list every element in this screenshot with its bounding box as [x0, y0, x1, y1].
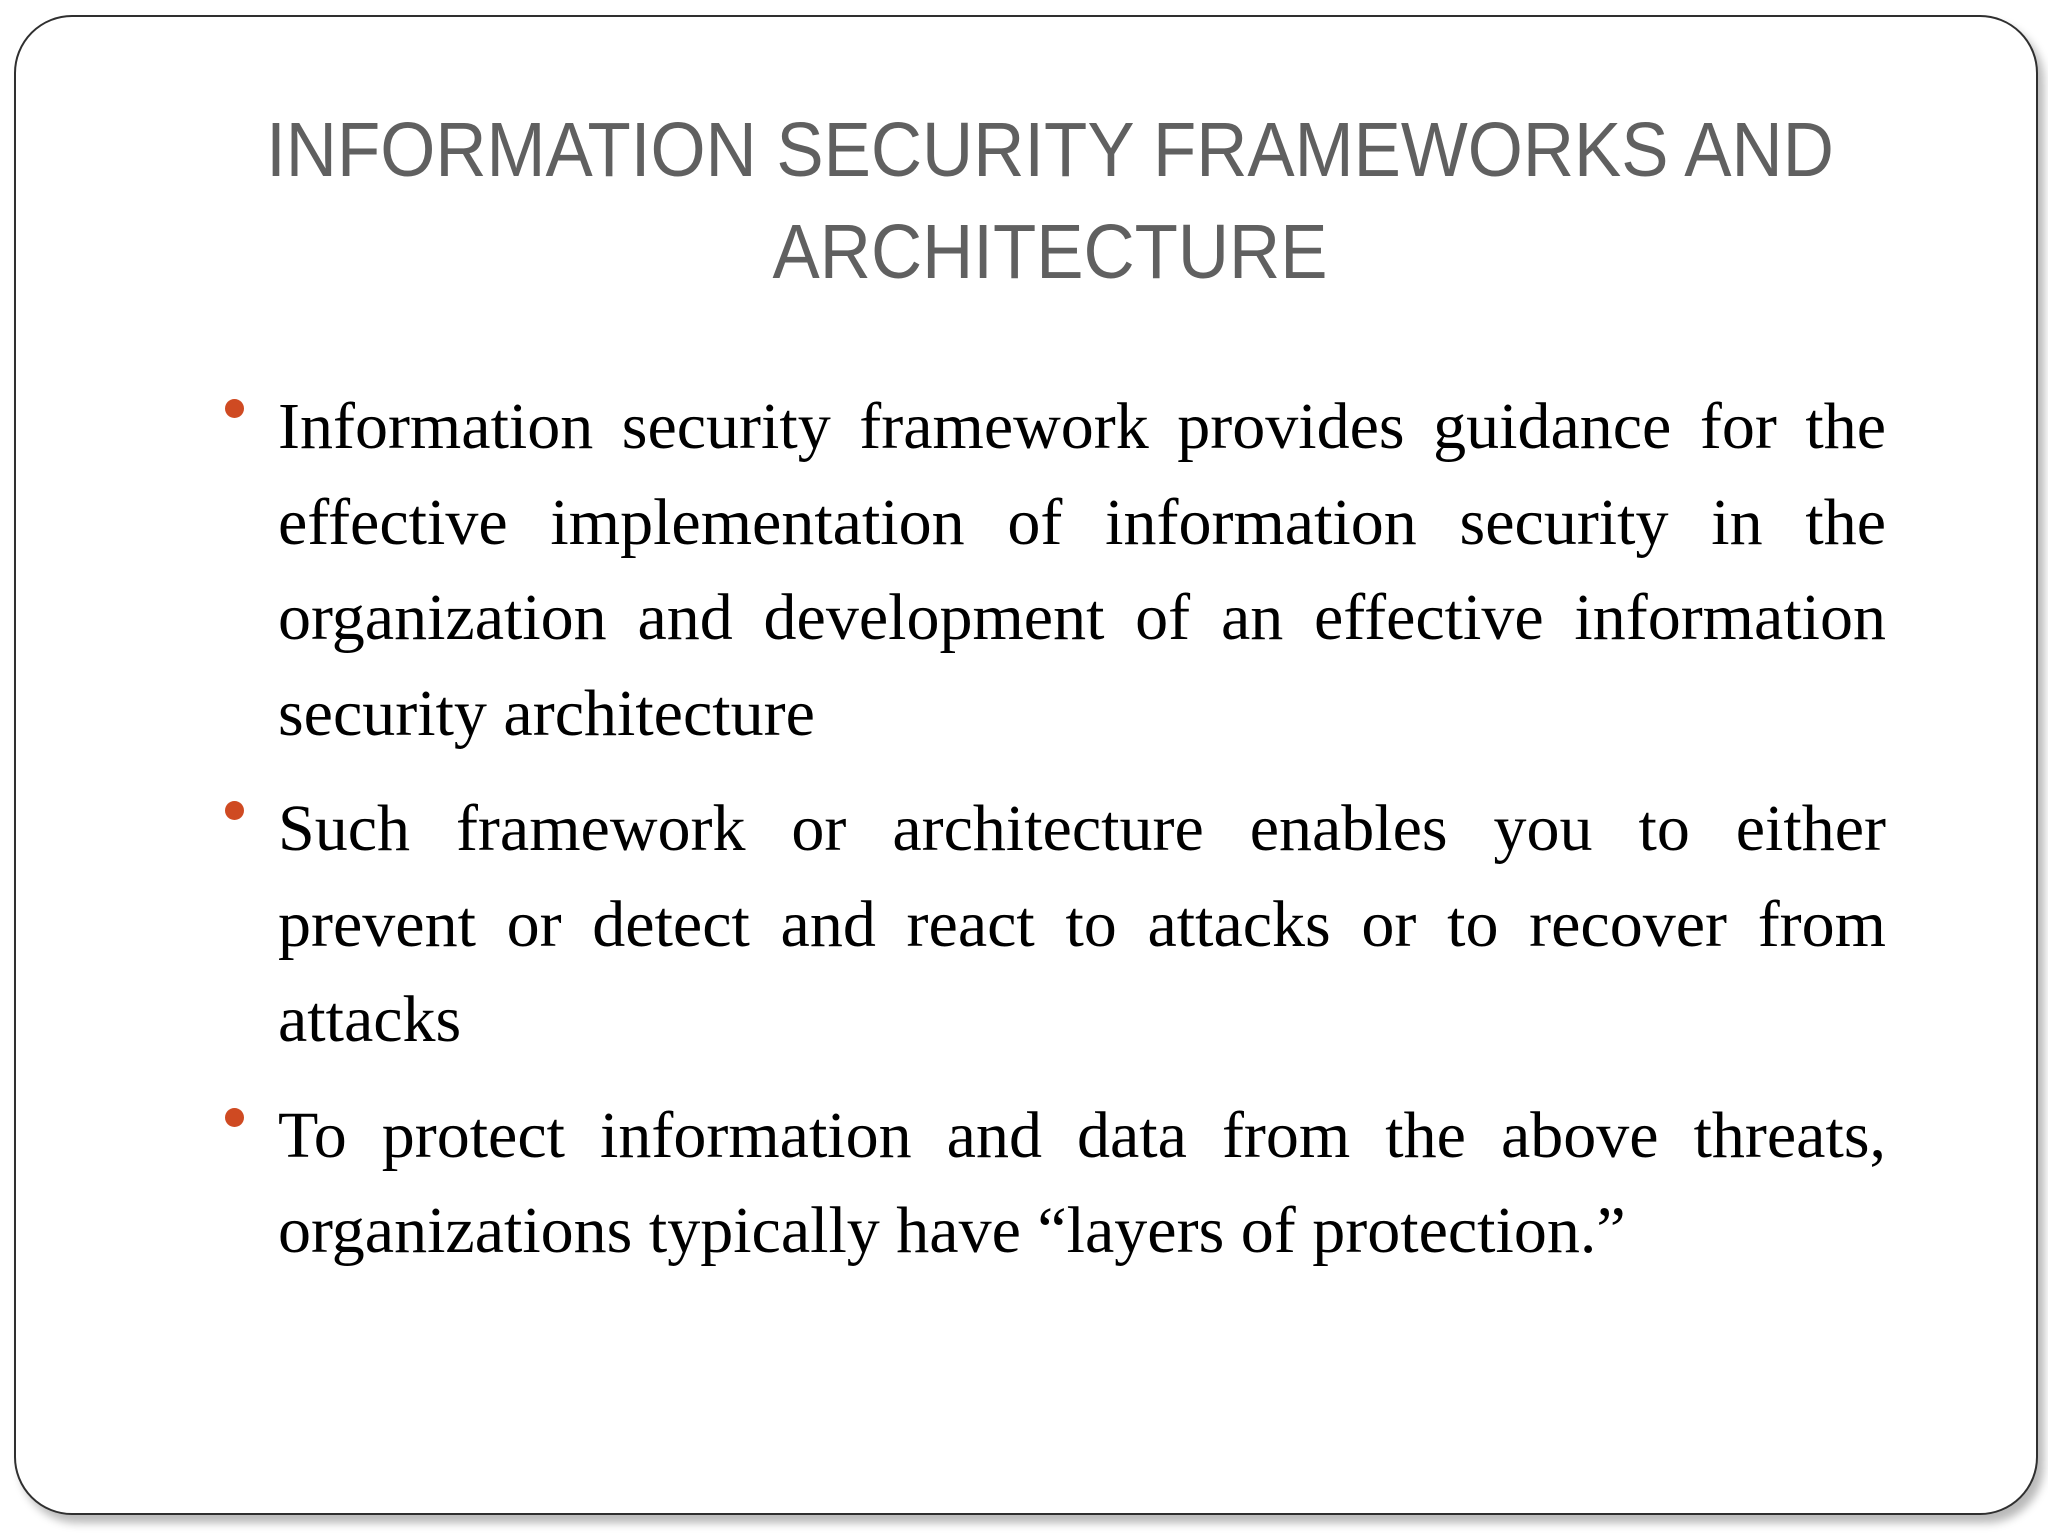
bullet-text: Such framework or architecture enables you to either prevent or detect and react to attacks or to recover from attacks	[278, 792, 1886, 1056]
bullet-dot-icon	[225, 801, 244, 820]
slide-frame	[14, 15, 2038, 1515]
bullet-item	[216, 1088, 1886, 1279]
slide-title: INFORMATION SECURITY FRAMEWORKS AND ARCHITECTURE	[266, 107, 1834, 295]
bullet-text: To protect information and data from the above threats, organizations typically have “layers of protection.”	[278, 1098, 1886, 1267]
bullet-item	[216, 379, 1886, 761]
bullet-dot-icon	[225, 399, 244, 418]
bullet-text: Information security framework provides guidance for the effective implementation of information security in the organization and development of an effective information security architecture	[278, 390, 1886, 750]
bullet-list	[216, 379, 1886, 1299]
bullet-item	[216, 781, 1886, 1068]
bullet-dot-icon	[225, 1108, 244, 1127]
